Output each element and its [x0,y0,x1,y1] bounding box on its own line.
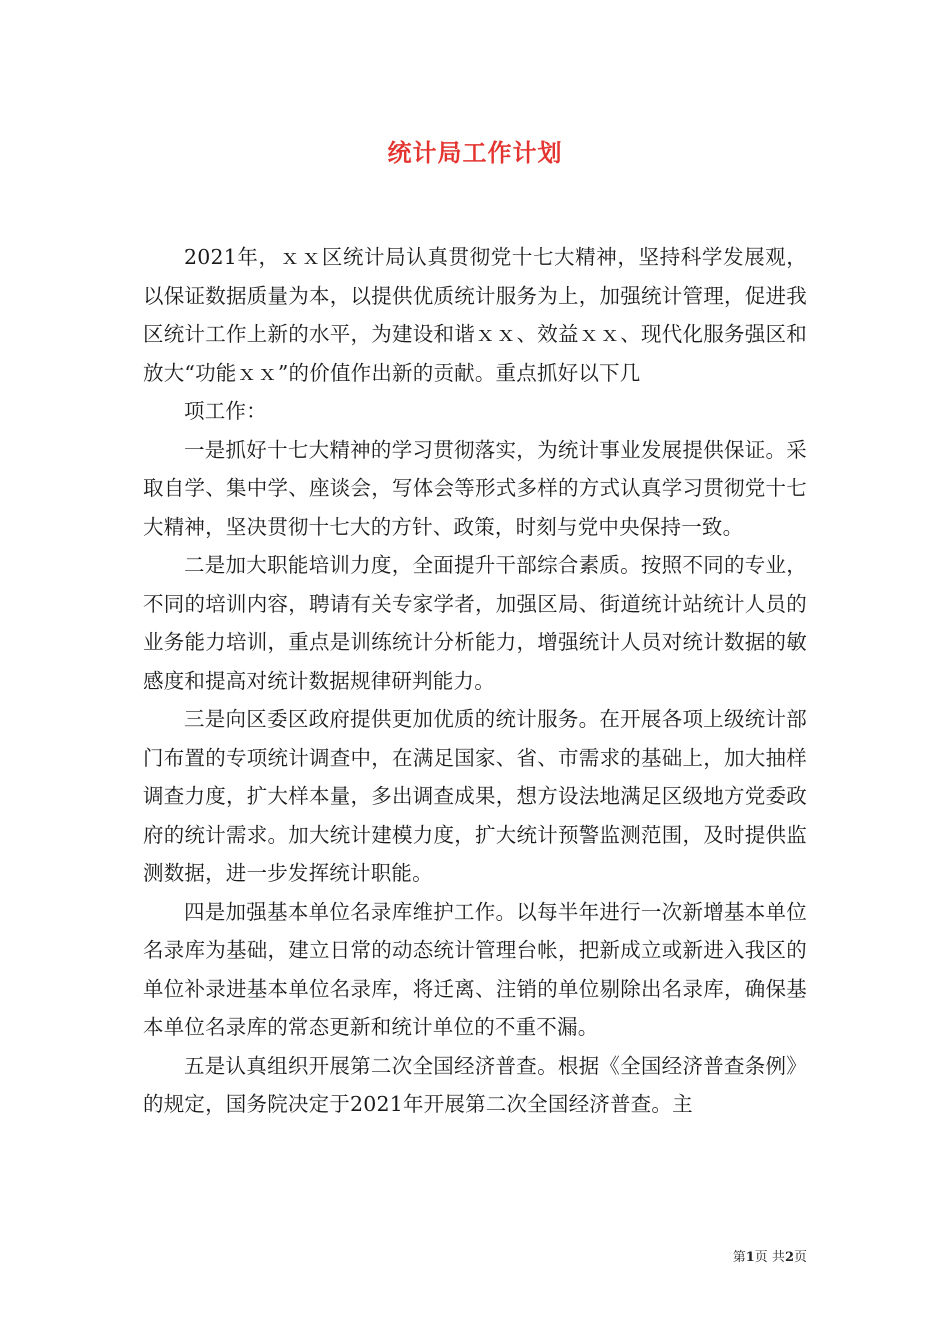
paragraph-item-2: 二是加大职能培训力度，全面提升干部综合素质。按照不同的专业，不同的培训内容，聘请有关专家学者，加强区局、街道统计站统计人员的业务能力培训，重点是训练统计分析能力，增强统计人员对统计数据的敏感度和提高对统计数据规律研判能力。 [143,553,807,693]
footer-prefix: 第 [732,1250,746,1265]
paragraph-intro: 2021年，ｘｘ区统计局认真贯彻党十七大精神，坚持科学发展观，以保证数据质量为本，以提供优质统计服务为上，加强统计管理，促进我区统计工作上新的水平，为建设和谐ｘｘ、效益ｘｘ、现代化服务强区和放大“功能ｘｘ”的价值作出新的贡献。重点抓好以下几 [143,245,807,385]
footer-total-pages: 2 [784,1250,794,1265]
paragraph-item-4: 四是加强基本单位名录库维护工作。以每半年进行一次新增基本单位名录库为基础，建立日常的动态统计管理台帐，把新成立或新进入我区的单位补录进基本单位名录库，将迁离、注销的单位剔除出名录库，确保基本单位名录库的常态更新和统计单位的不重不漏。 [143,899,807,1039]
document-title: 统计局工作计划 [387,138,563,167]
paragraph-item-1: 一是抓好十七大精神的学习贯彻落实，为统计事业发展提供保证。采取自学、集中学、座谈会，写体会等形式多样的方式认真学习贯彻党十七大精神，坚决贯彻十七大的方针、政策，时刻与党中央保持一致。 [143,437,807,539]
footer-middle: 页 共 [754,1250,785,1265]
footer-current-page: 1 [745,1250,755,1265]
footer-suffix: 页 [793,1250,807,1265]
page-number-footer [733,1246,807,1265]
paragraph-intro-continued: 项工作： [184,399,267,423]
document-body [143,238,807,1124]
paragraph-item-5: 五是认真组织开展第二次全国经济普查。根据《全国经济普查条例》的规定，国务院决定于2021年开展第二次全国经济普查。主 [143,1053,807,1116]
paragraph-item-3: 三是向区委区政府提供更加优质的统计服务。在开展各项上级统计部门布置的专项统计调查中，在满足国家、省、市需求的基础上，加大抽样调查力度，扩大样本量，多出调查成果，想方设法地满足区级地方党委政府的统计需求。加大统计建模力度，扩大统计预警监测范围，及时提供监测数据，进一步发挥统计职能。 [143,707,807,885]
